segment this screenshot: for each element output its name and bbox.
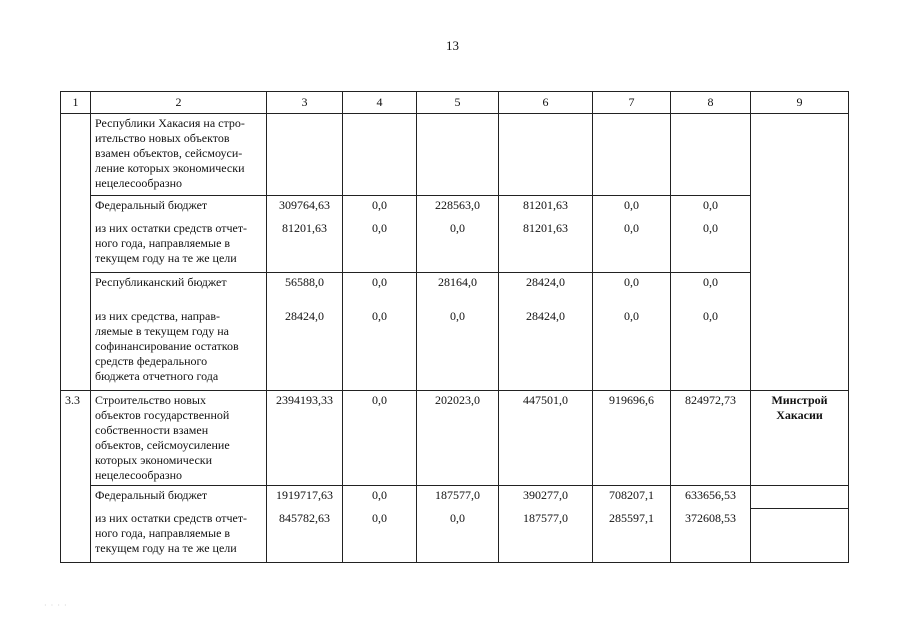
column-number: 6 [499, 92, 593, 114]
total-value-cell: 1919717,63 [267, 486, 343, 509]
column-number: 1 [61, 92, 91, 114]
executor-cell [751, 486, 849, 509]
value-year4-cell: 0,0 [593, 196, 671, 219]
total-value-cell: 56588,0 [267, 273, 343, 307]
executor-cell [751, 509, 849, 563]
value-year5-cell: 633656,53 [671, 486, 751, 509]
value-year2-cell: 228563,0 [417, 196, 499, 219]
table-row [61, 219, 849, 273]
column-number: 3 [267, 92, 343, 114]
value-year5-cell [671, 114, 751, 196]
row-number-cell: 3.3 [61, 391, 91, 486]
value-year1-cell: 0,0 [343, 307, 417, 391]
executor-cell [751, 273, 849, 307]
row-name-cell: Республиканский бюджет [91, 273, 267, 307]
total-value-cell: 309764,63 [267, 196, 343, 219]
value-year3-cell: 81201,63 [499, 219, 593, 273]
table-row [61, 196, 849, 219]
value-year5-cell: 0,0 [671, 196, 751, 219]
column-number: 8 [671, 92, 751, 114]
total-value-cell: 2394193,33 [267, 391, 343, 486]
value-year2-cell: 28164,0 [417, 273, 499, 307]
value-year1-cell [343, 114, 417, 196]
value-year3-cell: 447501,0 [499, 391, 593, 486]
row-number-cell [61, 486, 91, 509]
value-year2-cell: 0,0 [417, 509, 499, 563]
row-name-cell: из них остатки средств отчет- ного года, направляемые в текущем году на те же цели [91, 219, 267, 273]
total-value-cell: 81201,63 [267, 219, 343, 273]
column-number: 9 [751, 92, 849, 114]
column-number: 7 [593, 92, 671, 114]
value-year5-cell: 372608,53 [671, 509, 751, 563]
table-row [61, 114, 849, 196]
total-value-cell [267, 114, 343, 196]
row-name-cell: из них остатки средств отчет- ного года, направляемые в текущем году на те же цели [91, 509, 267, 563]
column-number: 5 [417, 92, 499, 114]
value-year2-cell: 202023,0 [417, 391, 499, 486]
page-number: 13 [446, 38, 459, 53]
executor-cell: Минстрой Хакасии [751, 391, 849, 486]
value-year3-cell: 390277,0 [499, 486, 593, 509]
table-row [61, 273, 849, 307]
value-year3-cell: 187577,0 [499, 509, 593, 563]
total-value-cell: 845782,63 [267, 509, 343, 563]
value-year2-cell: 0,0 [417, 219, 499, 273]
value-year2-cell: 0,0 [417, 307, 499, 391]
value-year4-cell: 0,0 [593, 273, 671, 307]
scan-mark-decoration: · · · · [44, 601, 68, 610]
value-year4-cell [593, 114, 671, 196]
table-row [61, 307, 849, 391]
row-number-cell [61, 509, 91, 563]
value-year1-cell: 0,0 [343, 509, 417, 563]
row-name-cell: Федеральный бюджет [91, 486, 267, 509]
value-year5-cell: 824972,73 [671, 391, 751, 486]
value-year3-cell: 81201,63 [499, 196, 593, 219]
value-year1-cell: 0,0 [343, 196, 417, 219]
row-number-cell [61, 114, 91, 196]
row-number-cell [61, 219, 91, 273]
column-number: 2 [91, 92, 267, 114]
executor-cell [751, 196, 849, 219]
value-year3-cell [499, 114, 593, 196]
row-number-cell [61, 196, 91, 219]
total-value-cell: 28424,0 [267, 307, 343, 391]
row-number-cell [61, 273, 91, 307]
value-year3-cell: 28424,0 [499, 307, 593, 391]
value-year1-cell: 0,0 [343, 219, 417, 273]
column-number-row [61, 92, 849, 114]
value-year4-cell: 285597,1 [593, 509, 671, 563]
value-year2-cell: 187577,0 [417, 486, 499, 509]
table-row [61, 509, 849, 563]
value-year2-cell [417, 114, 499, 196]
value-year4-cell: 0,0 [593, 307, 671, 391]
value-year1-cell: 0,0 [343, 273, 417, 307]
executor-cell [751, 219, 849, 273]
budget-table [60, 91, 849, 563]
value-year5-cell: 0,0 [671, 219, 751, 273]
row-name-cell: Республики Хакасия на стро- ительство новых объектов взамен объектов, сейсмоуси- ление которых экономически нецелесообразно [91, 114, 267, 196]
value-year1-cell: 0,0 [343, 391, 417, 486]
value-year5-cell: 0,0 [671, 307, 751, 391]
table-row [61, 391, 849, 486]
row-name-cell: Федеральный бюджет [91, 196, 267, 219]
table-row [61, 486, 849, 509]
value-year4-cell: 708207,1 [593, 486, 671, 509]
row-name-cell: Строительство новых объектов государственной собственности взамен объектов, сейсмоусиление которых экономически нецелесообразно [91, 391, 267, 486]
column-number: 4 [343, 92, 417, 114]
executor-cell [751, 307, 849, 391]
row-number-cell [61, 307, 91, 391]
value-year1-cell: 0,0 [343, 486, 417, 509]
value-year4-cell: 0,0 [593, 219, 671, 273]
value-year4-cell: 919696,6 [593, 391, 671, 486]
row-name-cell: из них средства, направ- ляемые в текущем году на софинансирование остатков средств федерального бюджета отчетного года [91, 307, 267, 391]
executor-cell [751, 114, 849, 196]
value-year5-cell: 0,0 [671, 273, 751, 307]
value-year3-cell: 28424,0 [499, 273, 593, 307]
